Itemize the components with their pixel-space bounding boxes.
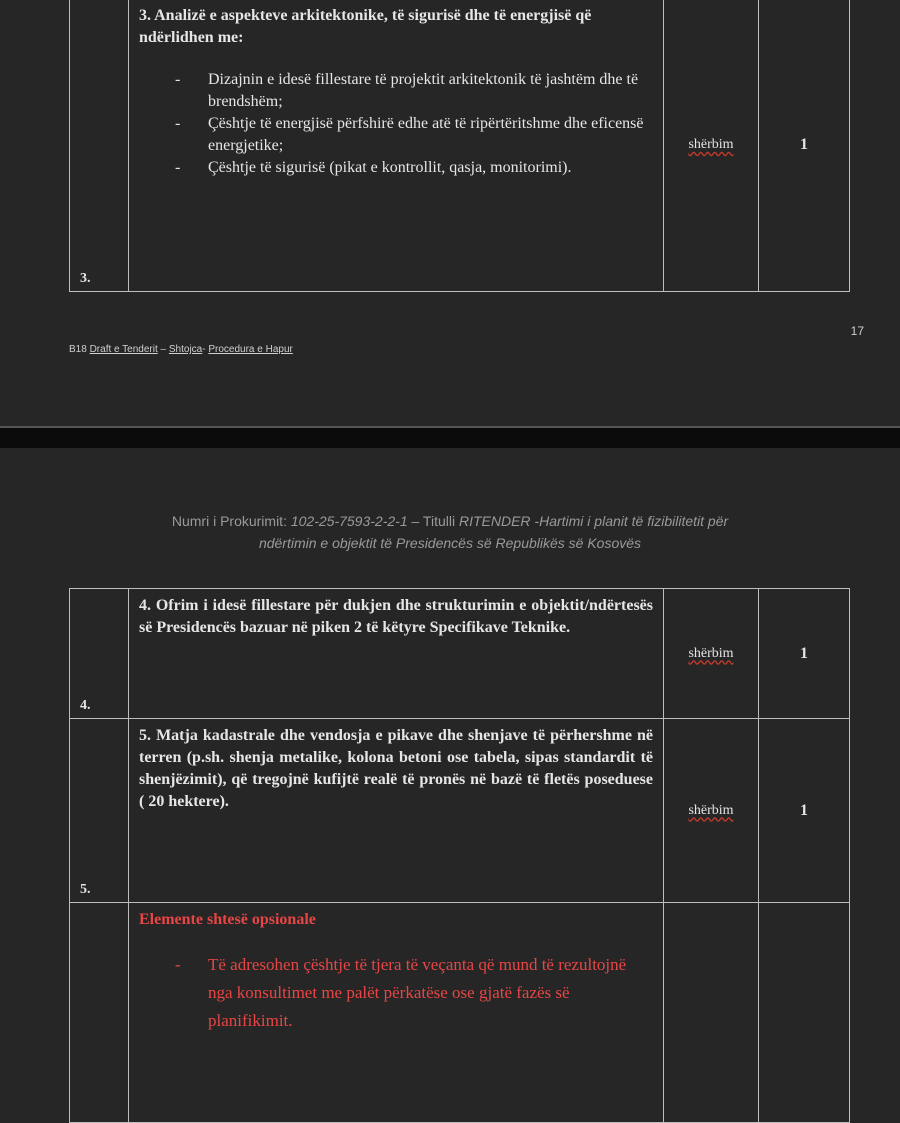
spec-table-page-17 bbox=[69, 0, 850, 292]
page-number: 17 bbox=[850, 324, 864, 338]
row-number-cell bbox=[70, 903, 129, 1123]
quantity-cell bbox=[759, 0, 850, 292]
document-page-17 bbox=[0, 0, 900, 426]
header-line-1 bbox=[0, 510, 900, 532]
item-text: 5. Matja kadastrale dhe vendosja e pikave dhe shenjave të përhershme në terren (p.sh. shenja metalike, kolona betoni ose tabela, sipas standardit të shenjëzimit), që tregojnë kufijtë realë të pronës në bazë të fletës poseduese ( 20 hektere). bbox=[139, 727, 653, 810]
unit-cell bbox=[664, 903, 759, 1123]
unit-label: shërbim bbox=[688, 645, 734, 661]
unit-cell bbox=[664, 719, 759, 903]
table-row bbox=[70, 719, 850, 903]
unit-label: shërbim bbox=[688, 137, 734, 152]
description-cell bbox=[129, 719, 664, 903]
item-heading: 3. Analizë e aspekteve arkitektonike, të sigurisë dhe të energjisë që ndërlidhen me: bbox=[139, 7, 592, 46]
quantity-value: 1 bbox=[800, 801, 808, 819]
quantity-cell bbox=[759, 719, 850, 903]
table-row bbox=[70, 589, 850, 719]
item-text: 4. Ofrim i idesë fillestare për dukjen dhe strukturimin e objektit/ndërtesës së Presidencës bazuar në piken 2 të këtyre Specifikave Teknike. bbox=[139, 597, 653, 636]
row-number: 3. bbox=[80, 271, 91, 286]
footer-part: Shtojca bbox=[168, 344, 203, 355]
optional-heading: Elemente shtesë opsionale bbox=[139, 911, 316, 928]
quantity-value: 1 bbox=[800, 136, 808, 153]
page-header bbox=[0, 510, 900, 554]
table-row bbox=[70, 0, 850, 292]
quantity-cell bbox=[759, 589, 850, 719]
list-item: - Dizajnin e idesë fillestare të projektit arkitektonik të jashtëm dhe të brendshëm; bbox=[175, 69, 653, 113]
procurement-title-cont: ndërtimin e objektit të Presidencës së Republikës së Kosovës bbox=[258, 535, 642, 551]
page-separator bbox=[0, 426, 900, 450]
spec-table-page-18 bbox=[69, 588, 850, 1123]
footer-part: Procedura e Hapur bbox=[208, 344, 293, 355]
header-line-2 bbox=[0, 532, 900, 554]
page-footer bbox=[69, 344, 293, 355]
description-cell bbox=[129, 589, 664, 719]
description-cell bbox=[129, 0, 664, 292]
document-page-18 bbox=[0, 448, 900, 1094]
procurement-title: RITENDER -Hartimi i planit të fizibilitetit për bbox=[458, 513, 729, 529]
row-number: 4. bbox=[80, 698, 91, 713]
list-item: - Të adresohen çështje të tjera të veçanta që mund të rezultojnë nga konsultimet me palët përkatëse ose gjatë fazës së planifikimit. bbox=[175, 951, 653, 1035]
procurement-number: 102-25-7593-2-2-1 bbox=[290, 513, 408, 529]
optional-elements-cell bbox=[129, 903, 664, 1123]
row-number: 5. bbox=[80, 882, 91, 897]
list-item: - Çështje të energjisë përfshirë edhe atë të ripërtëritshme dhe eficensë energjetike; bbox=[175, 113, 653, 157]
footer-part: Draft e Tenderit bbox=[89, 344, 158, 355]
row-number-cell bbox=[70, 719, 129, 903]
quantity-value: 1 bbox=[800, 644, 808, 662]
header-text: – Titulli bbox=[407, 513, 459, 529]
row-number-cell bbox=[70, 589, 129, 719]
footer-sep: – bbox=[157, 344, 169, 355]
unit-label: shërbim bbox=[688, 802, 734, 818]
footer-prefix: B18 bbox=[69, 344, 90, 355]
unit-cell bbox=[664, 0, 759, 292]
bullet-list bbox=[139, 69, 653, 179]
header-text: Numri i Prokurimit: bbox=[171, 513, 291, 529]
unit-cell bbox=[664, 589, 759, 719]
list-item: - Çështje të sigurisë (pikat e kontrollit, qasja, monitorimi). bbox=[175, 157, 653, 179]
table-row bbox=[70, 903, 850, 1123]
footer-sep: - bbox=[202, 344, 209, 355]
quantity-cell bbox=[759, 903, 850, 1123]
optional-bullet-list bbox=[139, 951, 653, 1035]
row-number-cell bbox=[70, 0, 129, 292]
